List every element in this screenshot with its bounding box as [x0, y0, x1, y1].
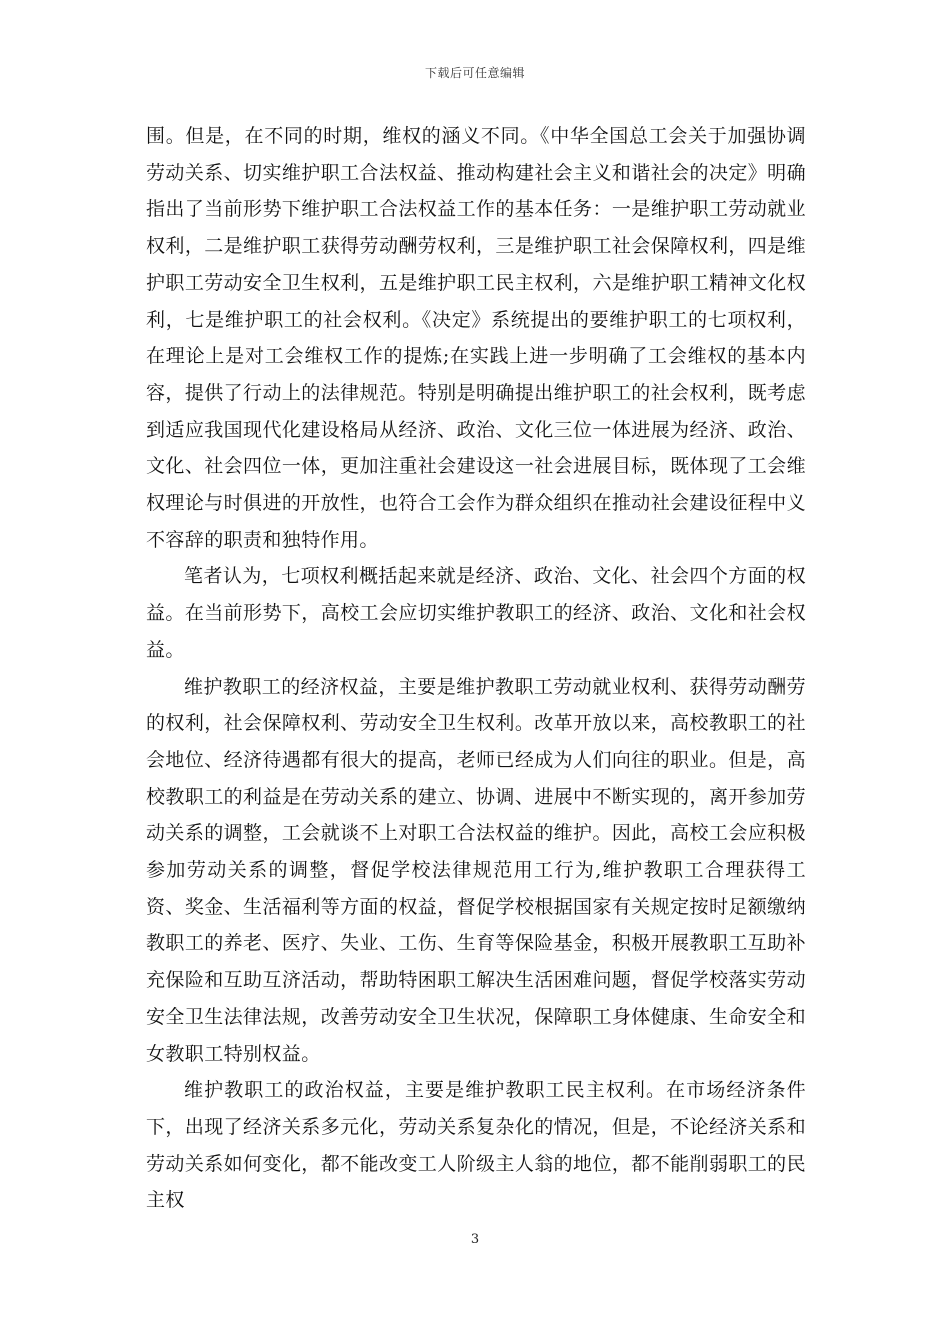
paragraph-political-rights: 维护教职工的政治权益，主要是维护教职工民主权利。在市场经济条件下，出现了经济关系多元化，劳动关系复杂化的情况，但是，不论经济关系和劳动关系如何变化，都不能改变工人阶级主人翁的地位，都不能削弱职工的民主权	[146, 1079, 806, 1212]
page-header: 下载后可任意编辑	[424, 66, 525, 80]
body-text	[146, 118, 806, 1219]
paragraph-continuation: 围。但是，在不同的时期，维权的涵义不同。《中华全国总工会关于加强协调劳动关系、切实维护职工合法权益、推动构建社会主义和谐社会的决定》明确指出了当前形势下维护职工合法权益工作的基本任务：一是维护职工劳动就业权利，二是维护职工获得劳动酬劳权利，三是维护职工社会保障权利，四是维护职工劳动安全卫生权利，五是维护职工民主权利，六是维护职工精神文化权利，七是维护职工的社会权利。《决定》系统提出的要维护职工的七项权利，在理论上是对工会维权工作的提炼;在实践上进一步明确了工会维权的基本内容，提供了行动上的法律规范。特别是明确提出维护职工的社会权利，既考虑到适应我国现代化建设格局从经济、政治、文化三位一体进展为经济、政治、文化、社会四位一体，更加注重社会建设这一社会进展目标，既体现了工会维权理论与时俱进的开放性，也符合工会作为群众组织在推动社会建设征程中义不容辞的职责和独特作用。	[146, 125, 806, 551]
paragraph-economic-rights: 维护教职工的经济权益，主要是维护教职工劳动就业权利、获得劳动酬劳的权利，社会保障权利、劳动安全卫生权利。改革开放以来，高校教职工的社会地位、经济待遇都有很大的提高，老师已经成为人们向往的职业。但是，高校教职工的利益是在劳动关系的建立、协调、进展中不断实现的，离开参加劳动关系的调整，工会就谈不上对职工合法权益的维护。因此，高校工会应积极参加劳动关系的调整，督促学校法律规范用工行为,维护教职工合理获得工资、奖金、生活福利等方面的权益，督促学校根据国家有关规定按时足额缴纳教职工的养老、医疗、失业、工伤、生育等保险基金，积极开展教职工互助补充保险和互助互济活动，帮助特困职工解决生活困难问题，督促学校落实劳动安全卫生法律法规，改善劳动安全卫生状况，保障职工身体健康、生命安全和女教职工特别权益。	[146, 675, 806, 1065]
paragraph-seven-rights: 笔者认为，七项权利概括起来就是经济、政治、文化、社会四个方面的权益。在当前形势下，高校工会应切实维护教职工的经济、政治、文化和社会权益。	[146, 565, 806, 661]
page-number: 3	[470, 1232, 480, 1247]
